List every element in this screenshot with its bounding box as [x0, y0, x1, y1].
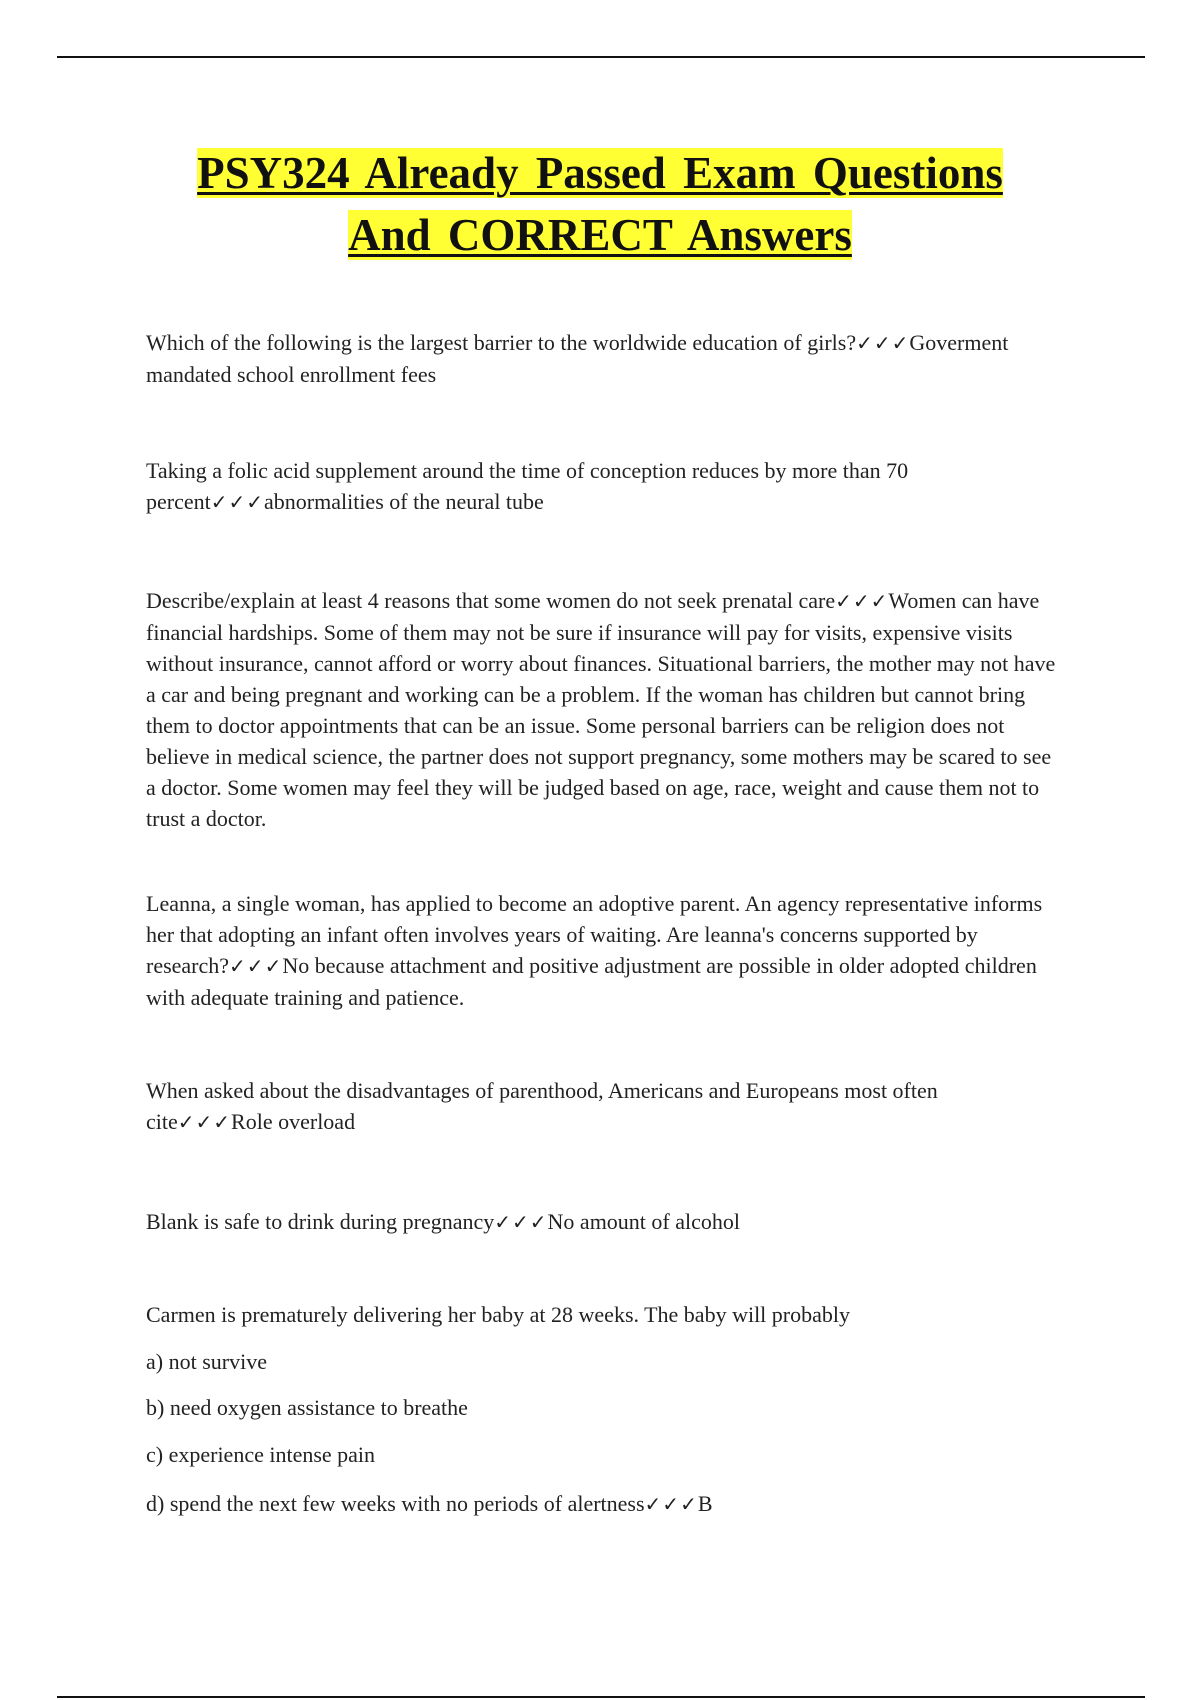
check-marks-icon: ✓✓✓: [229, 954, 283, 978]
question-text: Blank is safe to drink during pregnancy: [146, 1209, 495, 1234]
option-b: b) need oxygen assistance to breathe: [146, 1395, 468, 1420]
qa-item-5: [146, 1075, 1056, 1138]
answer-text: Role overload: [231, 1109, 356, 1134]
qa-item-7-question: [146, 1299, 1056, 1330]
question-text: When asked about the disadvantages of parenthood, Americans and Europeans most often cite: [146, 1078, 938, 1134]
answer-text: abnormalities of the neural tube: [264, 489, 544, 514]
qa-item-4: [146, 888, 1056, 1013]
top-rule: [57, 56, 1145, 58]
check-marks-icon: ✓✓✓: [210, 490, 265, 514]
check-marks-icon: ✓✓✓: [856, 331, 910, 355]
question-text: Taking a folic acid supplement around the time of conception reduces by more than 70 percent: [146, 458, 909, 514]
title-line-1: PSY324 Already Passed Exam Questions: [197, 148, 1003, 198]
check-marks-icon: ✓✓✓: [177, 1110, 232, 1134]
answer-text: No because attachment and positive adjustment are possible in older adopted children with adequate training and patience.: [146, 953, 1037, 1010]
answer-text: Women can have financial hardships. Some of them may not be sure if insurance will pay for visits, expensive visits without insurance, cannot afford or worry about finances. Situational barriers, the mother may not have a car and being pregnant and working can be a problem. If the woman has children but cannot bring them to doctor appointments that can be an issue. Some personal barriers can be religion does not believe in medical science, the partner does not support pregnancy, some mothers may be scared to see a doctor. Some women may feel they will be judged based on age, race, weight and cause them not to trust a doctor.: [146, 588, 1056, 831]
qa-item-3: [146, 585, 1056, 834]
qa-item-6: [146, 1206, 1056, 1238]
check-marks-icon: ✓✓✓: [835, 589, 889, 613]
check-marks-icon: ✓✓✓: [644, 1492, 698, 1516]
qa-item-1: [146, 327, 1056, 390]
answer-text: B: [697, 1491, 713, 1516]
question-text: Describe/explain at least 4 reasons that some women do not seek prenatal care: [146, 588, 836, 613]
answer-text: No amount of alcohol: [547, 1209, 741, 1234]
bottom-rule: [57, 1696, 1145, 1698]
title-line-2: And CORRECT Answers: [348, 210, 852, 260]
option-d: [146, 1488, 713, 1520]
document-title: [0, 142, 1200, 266]
option-d-text: d) spend the next few weeks with no periods of alertness: [146, 1491, 645, 1516]
question-text: Carmen is prematurely delivering her baby at 28 weeks. The baby will probably: [146, 1302, 850, 1327]
option-a: a) not survive: [146, 1349, 267, 1374]
question-text: Which of the following is the largest barrier to the worldwide education of girls?: [146, 330, 857, 355]
option-c: c) experience intense pain: [146, 1442, 376, 1467]
check-marks-icon: ✓✓✓: [494, 1210, 548, 1234]
answer-text: Goverment mandated school enrollment fees: [146, 330, 1009, 387]
qa-item-2: [146, 455, 1056, 518]
question-text: Leanna, a single woman, has applied to become an adoptive parent. An agency representative informs her that adopting an infant often involves years of waiting. Are leanna's concerns supported by research?: [146, 891, 1043, 978]
